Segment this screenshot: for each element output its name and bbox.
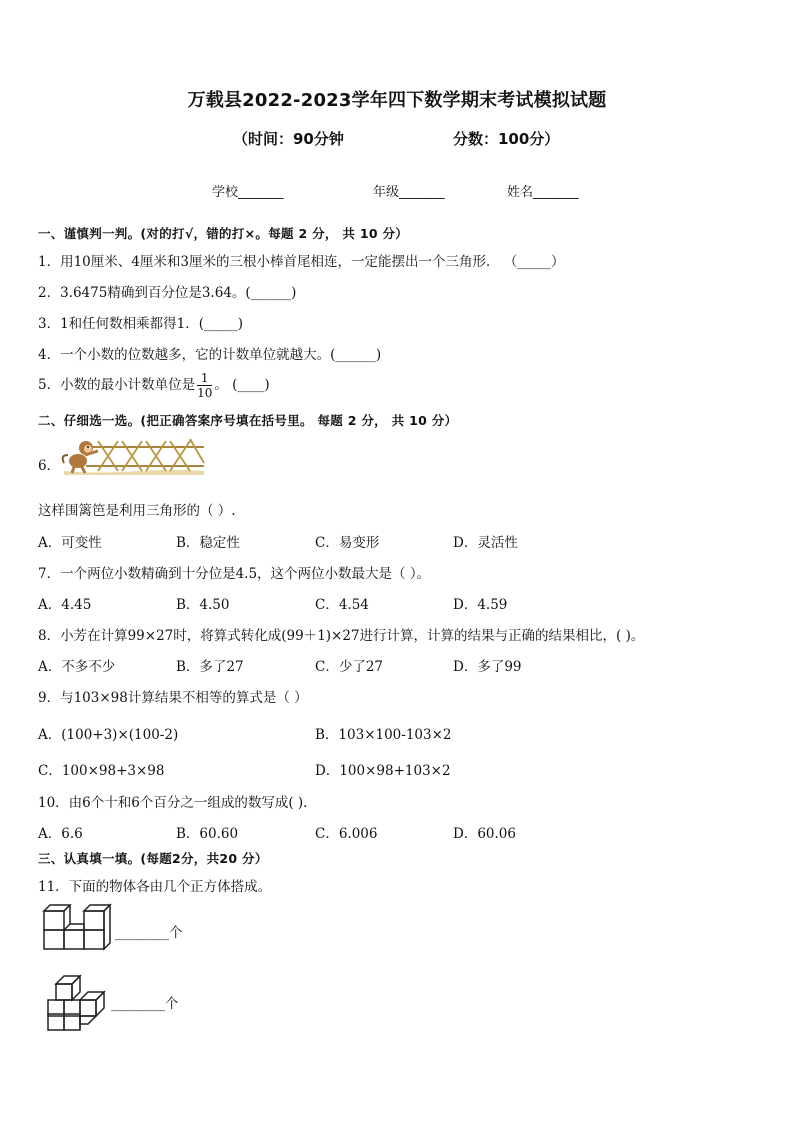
page-title: 万载县2022-2023学年四下数学期末考试模拟试题 xyxy=(187,90,607,111)
question-7: 7．一个两位小数精确到十分位是4.5，这个两位小数最大是（ ）。 xyxy=(38,566,431,582)
section3-heading: 三、认真填一填。(每题2分，共20 分） xyxy=(38,851,268,866)
q10-option-a: A．6.6 xyxy=(38,826,83,842)
monkey xyxy=(63,441,98,473)
question-9: 9．与103×98计算结果不相等的算式是（ ） xyxy=(38,690,308,706)
section2-heading: 二、仔细选一选。(把正确答案序号填在括号里。 每题 2 分， 共 10 分） xyxy=(38,413,458,428)
question-2: 2．3.6475精确到百分位是3.64。(______) xyxy=(38,285,297,301)
name-field: 姓名_______ xyxy=(507,185,579,200)
grade-field: 年级_______ xyxy=(373,185,445,200)
question-4: 4．一个小数的位数越多，它的计数单位就越大。(______) xyxy=(38,347,382,363)
q9-option-c: C．100×98+3×98 xyxy=(38,763,165,779)
q7-option-c: C．4.54 xyxy=(315,597,369,613)
q9-option-b: B．103×100-103×2 xyxy=(315,727,452,743)
school-field: 学校_______ xyxy=(212,185,284,200)
q10-option-c: C．6.006 xyxy=(315,826,378,842)
fraction-denominator: 10 xyxy=(197,386,213,400)
section1-heading: 一、谨慎判一判。(对的打√，错的打×。每题 2 分， 共 10 分） xyxy=(38,226,409,241)
cube-figure-1 xyxy=(42,903,112,951)
answer-blank-1: ________个 xyxy=(115,925,183,941)
q7-option-b: B．4.50 xyxy=(176,597,230,613)
fraction-one-tenth xyxy=(197,372,212,399)
question-6: 这样围篱笆是利用三角形的（ ）. xyxy=(38,503,236,519)
question-1: 1．用10厘米、4厘米和3厘米的三根小棒首尾相连，一定能摆出一个三角形． （_____） xyxy=(38,254,565,270)
question-5-answer: 。 (____) xyxy=(214,377,270,393)
q10-option-b: B．60.60 xyxy=(176,826,239,842)
q6-option-c: C．易变形 xyxy=(315,535,380,551)
exam-time: （时间：90分钟 xyxy=(233,130,344,148)
question-5-text: 5．小数的最小计数单位是 xyxy=(38,377,196,393)
cube-figure-2 xyxy=(44,970,110,1032)
question-11: 11．下面的物体各由几个正方体搭成。 xyxy=(38,879,272,895)
q6-option-a: A．可变性 xyxy=(38,535,102,551)
q7-option-a: A．4.45 xyxy=(38,597,92,613)
q8-option-c: C．少了27 xyxy=(315,659,384,675)
question-6-number: 6． xyxy=(38,458,61,474)
q8-option-a: A．不多不少 xyxy=(38,659,116,675)
answer-blank-2: ________个 xyxy=(111,996,179,1012)
q10-option-d: D．60.06 xyxy=(453,826,516,842)
monkey-fence-illustration xyxy=(58,433,208,477)
q9-option-a: A．(100+3)×(100-2) xyxy=(38,727,179,743)
q6-option-d: D．灵活性 xyxy=(453,535,518,551)
q7-option-d: D．4.59 xyxy=(453,597,508,613)
fraction-numerator: 1 xyxy=(197,372,212,386)
question-8: 8．小芳在计算99×27时，将算式转化成(99＋1)×27进行计算，计算的结果与正确的结果相比，( )。 xyxy=(38,628,645,644)
q8-option-d: D．多了99 xyxy=(453,659,522,675)
question-3: 3．1和任何数相乘都得1．(_____) xyxy=(38,316,244,332)
q6-option-b: B．稳定性 xyxy=(176,535,240,551)
question-5 xyxy=(38,372,270,399)
q8-option-b: B．多了27 xyxy=(176,659,244,675)
q9-option-d: D．100×98+103×2 xyxy=(315,763,451,779)
exam-score: 分数：100分） xyxy=(453,130,560,148)
question-10: 10．由6个十和6个百分之一组成的数写成( ). xyxy=(38,795,308,811)
